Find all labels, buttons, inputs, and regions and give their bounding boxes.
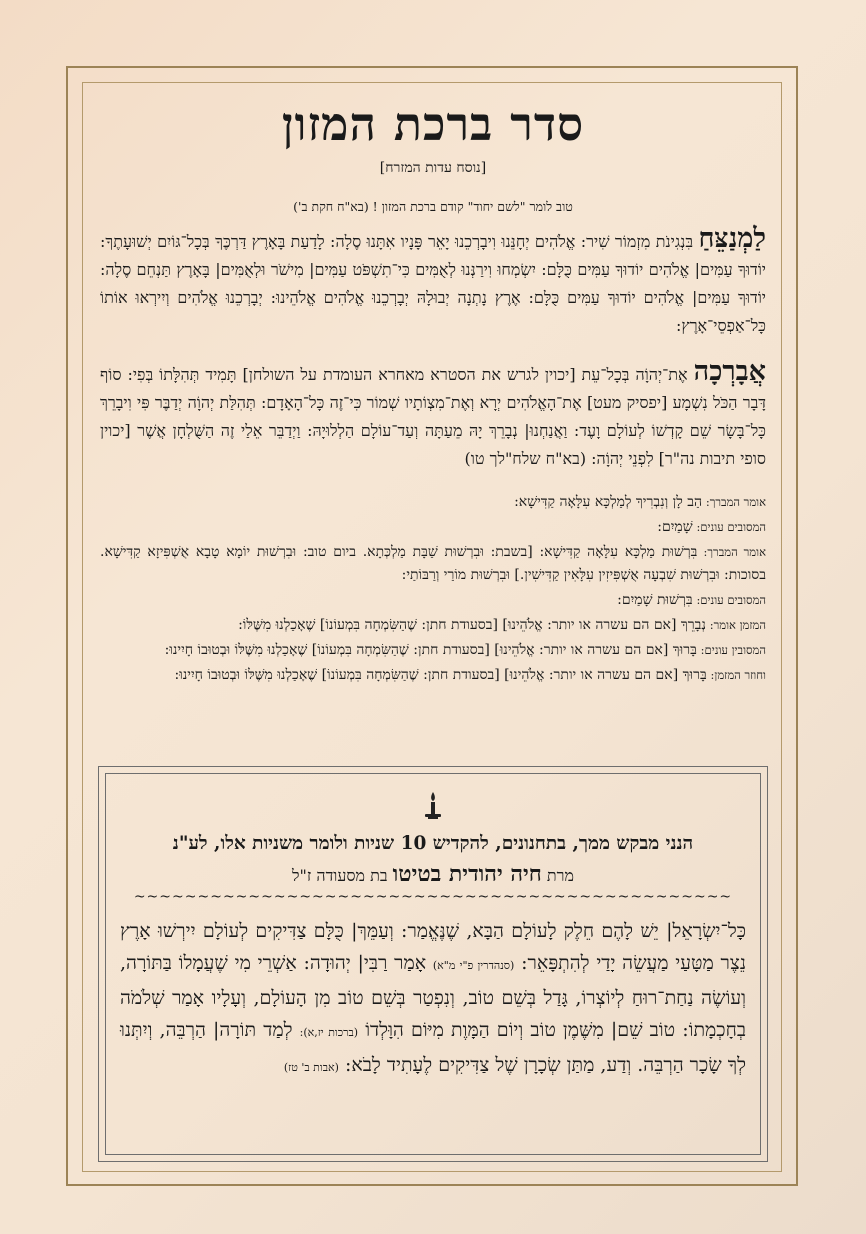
zimun-label: אומר המברך: — [705, 495, 766, 509]
memorial-name-line — [120, 861, 746, 887]
zimun-label: המסובין עונים: — [700, 643, 766, 657]
dedication-text: הנני מבקש ממך, בתחנונים, להקדיש 10 שניות ולומר משניות אלו, לע"נ — [172, 833, 694, 854]
zimun-text: בָּרוּךְ [אם הם עשרה או יותר: אֱלֹהֵינוּ] [בסעודת חתן: שֶׁהַשִּׂמְחָה בִּמְעוֹנוֹ] שֶׁאָכַלְנוּ מִשֶּׁלּוֹ וּבְטוּבוֹ חָיִינוּ: — [164, 642, 697, 658]
mishna-2: אָמַר רַבִּי| יְהוּדָה: אַשְׁרֵי מִי שֶׁעֲמָלוֹ בַּתּוֹרָה, וְעוֹשֶׂה נַחַת־רוּחַ לְיוֹצְרוֹ, גָּדַל בְּשֵׁם טוֹב, וְנִפְטַר בְּשֵׁם טוֹב מִן הָעוֹלָם, וְעָלָיו אָמַר שְׁלֹמֹה בְחָכְמָתוֹ: טוֹב שֵׁם| מִשֶּׁמֶן טוֹב וְיוֹם הַמָּוֶת מִיּוֹם הִוָּלְדוֹ — [120, 952, 746, 1041]
avarcha-first-word: אֲבָרְכָה — [693, 356, 767, 387]
candle-icon — [120, 790, 746, 827]
psalm-paragraph — [100, 225, 766, 340]
intro-note: טוב לומר "לשם יחוד" קודם ברכת המזון ! (בא"ח חקת ב') — [293, 199, 573, 214]
psalm-text: בִּנְגִינֹת מִזְמוֹר שִׁיר: אֱלֹהִים יְחָנֵּנוּ וִיבָרְכֵנוּ יָאֵר פָּנָיו אִתָּנוּ סֶלָה: לָדַעַת בָּאָרֶץ דַּרְכֶּךָ בְּכָל־גּוֹיִם יְשׁוּעָתֶךָ: יוֹדוּךָ עַמִּים| אֱלֹהִים יוֹדוּךָ עַמִּים כֻּלָּם: יִשְׂמְחוּ וִירַנְּנוּ לְאֻמִּים כִּי־תִשְׁפֹּט עַמִּים| מִישֹׁר וּלְאֻמִּים| בָּאָרֶץ תַּנְחֵם סֶלָה: יוֹדוּךָ עַמִּים| אֱלֹהִים יוֹדוּךָ עַמִּים כֻּלָּם: אֶרֶץ נָתְנָה יְבוּלָהּ יְבָרְכֵנוּ אֱלֹהִים אֱלֹהֵינוּ: יְבָרְכֵנוּ אֱלֹהִים וְיִירְאוּ אוֹתוֹ כָּל־אַפְסֵי־אָרֶץ: — [100, 232, 766, 335]
avarcha-text: אֶת־יְהוָֹה בְּכָל־עֵת [יכוין לגרש את הסטרא מאחרא העומדת על השולחן] תָּמִיד תְּהִלָּתוֹ בְּפִי: סוֹף דָּבָר הַכֹּל נִשְׁמָע [יפסיק מעט] אֶת־הָאֱלֹהִים יְרָא וְאֶת־מִצְוֹתָיו שְׁמוֹר כִּי־זֶה כָּל־הָאָדָם: תְּהִלַּת יְהוָֹה יְדַבֶּר פִּי וִיבָרֵךְ כָּל־בָּשָׂר שֵׁם קָדְשׁוֹ לְעוֹלָם וָעֶד: וַאֲנַחְנוּ| נְבָרֵךְ יָהּ מֵעַתָּה וְעַד־עוֹלָם הַלְלוּיָהּ: וַיְדַבֵּר אֵלַי זֶה הַשֻּׁלְחָן אֲשֶׁר [יכוין סופי תיבות נה"ר] לִפְנֵי יְהוָֹה: (בא"ח שלח"לך טו) — [100, 365, 766, 468]
avarcha-paragraph — [100, 358, 766, 473]
page-title: סדר ברכת המזון — [281, 97, 585, 151]
mishna-text — [120, 915, 746, 1084]
zimun-line — [100, 664, 766, 687]
zimun-label: המזמן אומר: — [709, 618, 766, 632]
zimun-label: אומר המברך: — [703, 545, 766, 559]
zimun-line — [100, 614, 766, 637]
mishna-3-ref: (אבות ב' טז) — [283, 1061, 339, 1074]
zimun-text: בָּרוּךְ [אם הם עשרה או יותר: אֱלֹהֵינוּ] [בסעודת חתן: שֶׁהַשִּׂמְחָה בִּמְעוֹנוֹ] שֶׁאָכַלְנוּ מִשֶּׁלּוֹ וּבְטוּבוֹ חָיִינוּ: — [174, 667, 707, 683]
zimun-line — [100, 491, 766, 514]
zimun-line — [100, 589, 766, 612]
page-subtitle: [נוסח עדות המזרח] — [379, 160, 487, 176]
zimun-line — [100, 541, 766, 587]
zimun-text: בִּרְשׁוּת שָׁמַיִם: — [617, 592, 693, 608]
mishna-3: לְמַד תּוֹרָה| הַרְבֵּה, וְיִתְּנוּ לְךָ שָׂכָר הַרְבֵּה. וְדַע, מַתַּן שְׂכָרָן שֶׁל צַדִּיקִים לֶעָתִיד לָבֹא: — [120, 1019, 746, 1076]
zimun-text: בִּרְשׁוּת מַלְכָּא עִלָּאָה קַדִּישָׁא: [בשבת: וּבִרְשׁוּת שַׁבָּת מַלְכְּתָא. ביום טוב: וּבִרְשׁוּת יוֹמָא טָבָא אֻשְׁפִּיזָא קַדִּישָׁא. בסוכות: וּבִרְשׁוּת שִׁבְעָה אֻשְׁפִּיזִין עִלָּאִין קַדִּישִׁין.] וּבִרְשׁוּת מוֹרַי וְרַבּוֹתַי: — [100, 544, 766, 583]
mishna-1: כָּל־יִשְׂרָאֵל| יֵשׁ לָהֶם חֵלֶק לָעוֹלָם הַבָּא, שֶׁנֶּאֱמַר: וְעַמֵּךְ| כֻּלָּם צַדִּיקִים לְעוֹלָם יִירְשׁוּ אָרֶץ נֵצֶר מַטָּעַי מַעֲשֵׂה יָדַי לְהִתְפָּאֵר: — [120, 920, 746, 974]
separator-line: ~~~~~~~~~~~~~~~~~~~~~~~~~~~~~~~~~~~~~~~~~~~~~~~ — [133, 889, 733, 905]
memorial-section — [120, 790, 746, 1084]
zimun-section — [100, 491, 766, 687]
mishna-2-ref: (ברכות יז,א): — [299, 1026, 359, 1039]
main-content — [100, 92, 766, 687]
zimun-text: הַב לָן וְנִבְרִיךְ לְמַלְכָּא עִלָּאָה קַדִּישָׁא: — [514, 494, 703, 510]
zimun-text: שָׁמַיִם: — [657, 519, 693, 535]
candle-icon-svg — [422, 790, 444, 820]
zimun-text: נְבָרֵךְ [אם הם עשרה או יותר: אֱלֹהֵינוּ] [בסעודת חתן: שֶׁהַשִּׂמְחָה בִּמְעוֹנוֹ] שֶׁאָכַלְנוּ מִשֶּׁלּוֹ: — [238, 617, 706, 633]
psalm-first-word: לַמְנַצֵּחַ — [698, 223, 766, 254]
zimun-label: המסובים עונים: — [696, 520, 766, 534]
zimun-line — [100, 516, 766, 539]
deceased-name: חיה יהודית בטיטו — [392, 861, 542, 887]
name-prefix: מרת — [546, 866, 575, 885]
zimun-label: וחוזר המזמן: — [710, 668, 766, 682]
mishna-1-ref: (סנהדרין פ"י מ"א) — [432, 959, 515, 972]
zimun-line — [100, 639, 766, 662]
name-suffix: בת מסעודה ז"ל — [291, 866, 388, 885]
zimun-label: המסובים עונים: — [696, 593, 766, 607]
